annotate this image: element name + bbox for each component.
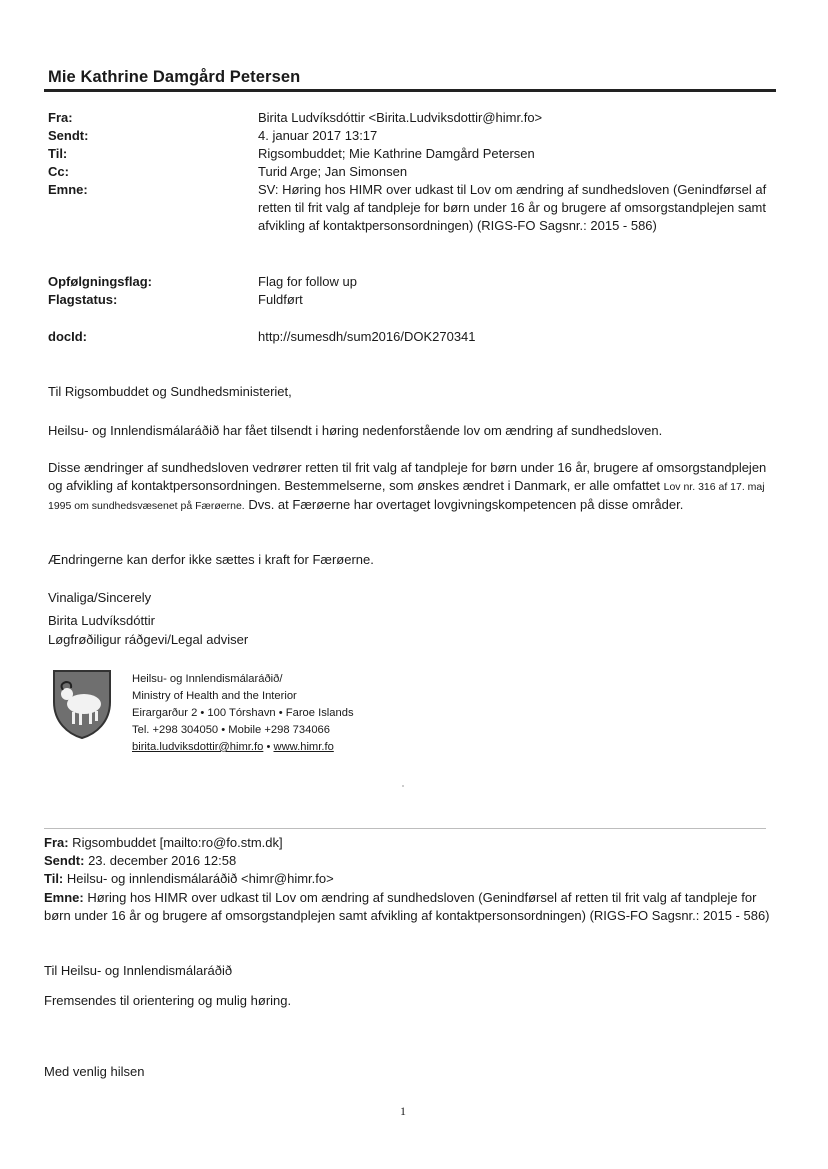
header-rule (44, 89, 776, 92)
organization-signature (132, 671, 354, 756)
sent-label: Sendt: (48, 128, 89, 143)
forward-closing: Med venlig hilsen (44, 1064, 145, 1079)
forward-greeting: Til Heilsu- og Innlendismálaráðið (44, 963, 233, 978)
to-value: Rigsombuddet; Mie Kathrine Damgård Petersen (258, 146, 535, 161)
to-label: Til: (48, 146, 68, 161)
forward-to-value: Heilsu- og innlendismálaráðið <himr@himr.fo> (63, 871, 334, 886)
email-link[interactable]: birita.ludviksdottir@himr.fo (132, 741, 264, 753)
org-contact-line (132, 739, 354, 756)
followup-value: Flag for follow up (258, 274, 357, 289)
contact-separator: • (263, 741, 274, 753)
website-link[interactable]: www.himr.fo (273, 741, 334, 753)
forward-text: Fremsendes til orientering og mulig høring. (44, 993, 292, 1008)
forward-from-line (44, 834, 774, 852)
from-value: Birita Ludvíksdóttir <Birita.Ludviksdottir@himr.fo> (258, 110, 543, 125)
forward-sent-label: Sendt: (44, 853, 85, 868)
greeting: Til Rigsombuddet og Sundhedsministeriet, (48, 384, 292, 399)
paragraph-3: Ændringerne kan derfor ikke sættes i kraft for Færøerne. (48, 552, 374, 567)
scan-speck (402, 785, 404, 787)
org-name-english: Ministry of Health and the Interior (132, 690, 297, 702)
paragraph-2 (48, 459, 783, 515)
cc-value: Turid Arge; Jan Simonsen (258, 164, 408, 179)
closing: Vinaliga/Sincerely (48, 590, 152, 605)
paragraph-2-law-reference: Lov nr. 316 af 17. maj 1995 om sundhedsvæsenet på Færøerne. (48, 481, 765, 512)
followup-label: Opfølgningsflag: (48, 274, 152, 289)
cc-label: Cc: (48, 164, 69, 179)
docid-value: http://sumesdh/sum2016/DOK270341 (258, 329, 476, 344)
flagstatus-value: Fuldført (258, 292, 303, 307)
sender-title: Løgfrøðiligur ráðgevi/Legal adviser (48, 632, 249, 647)
paragraph-1: Heilsu- og Innlendismálaráðið har fået tilsendt i høring nedenforstående lov om ændring af sundhedsloven. (48, 423, 663, 438)
forward-subject-value: Høring hos HIMR over udkast til Lov om ændring af sundhedsloven (Genindførsel af retten til frit valg af tandpleje for børn under 16 år og brugere af omsorgstandplejen samt afvikling af kontaktpersonsordningen) (RIGS-FO Sagsnr.: 2015 - 586) (44, 890, 770, 923)
paragraph-2-part-c: Dvs. at Færøerne har overtaget lovgivningskompetencen på disse områder. (244, 497, 684, 512)
forward-subject-label: Emne: (44, 890, 84, 905)
forward-sent-value: 23. december 2016 12:58 (84, 853, 237, 868)
subject-label: Emne: (48, 182, 88, 197)
forward-from-label: Fra: (44, 835, 69, 850)
docid-label: docId: (48, 329, 87, 344)
sent-value: 4. januar 2017 13:17 (258, 128, 378, 143)
subject-value: SV: Høring hos HIMR over udkast til Lov om ændring af sundhedsloven (Genindførsel af retten til frit valg af tandpleje for børn under 16 år og brugere af omsorgstandplejen samt afvikling af kontaktpersonsordningen) (RIGS-FO Sagsnr.: 2015 - 586) (258, 182, 767, 233)
from-label: Fra: (48, 110, 73, 125)
faroe-coat-of-arms-icon (50, 668, 114, 740)
mailbox-owner-name: Mie Kathrine Damgård Petersen (48, 68, 301, 86)
forward-sent-line (44, 852, 774, 870)
forward-from-value: Rigsombuddet [mailto:ro@fo.stm.dk] (68, 835, 283, 850)
forward-divider (44, 828, 766, 829)
page-number: 1 (400, 1104, 406, 1118)
paragraph-2-part-a: Disse ændringer af sundhedsloven vedrører retten til frit valg af tandpleje for børn under 16 år, brugere af omsorgstandplejen og afvikling af kontaktpersonsordningen. Bestemmelserne, som ønskes ændret i Danmark, er alle omfattet (48, 460, 767, 493)
flagstatus-label: Flagstatus: (48, 292, 118, 307)
forward-to-label: Til: (44, 871, 64, 886)
forward-to-line (44, 870, 774, 888)
forward-subject-line (44, 889, 774, 925)
sender-name: Birita Ludvíksdóttir (48, 613, 155, 628)
org-address: Eirargarður 2 • 100 Tórshavn • Faroe Islands (132, 707, 354, 719)
org-phone: Tel. +298 304050 • Mobile +298 734066 (132, 724, 330, 736)
org-name-local: Heilsu- og Innlendismálaráðið/ (132, 673, 283, 685)
